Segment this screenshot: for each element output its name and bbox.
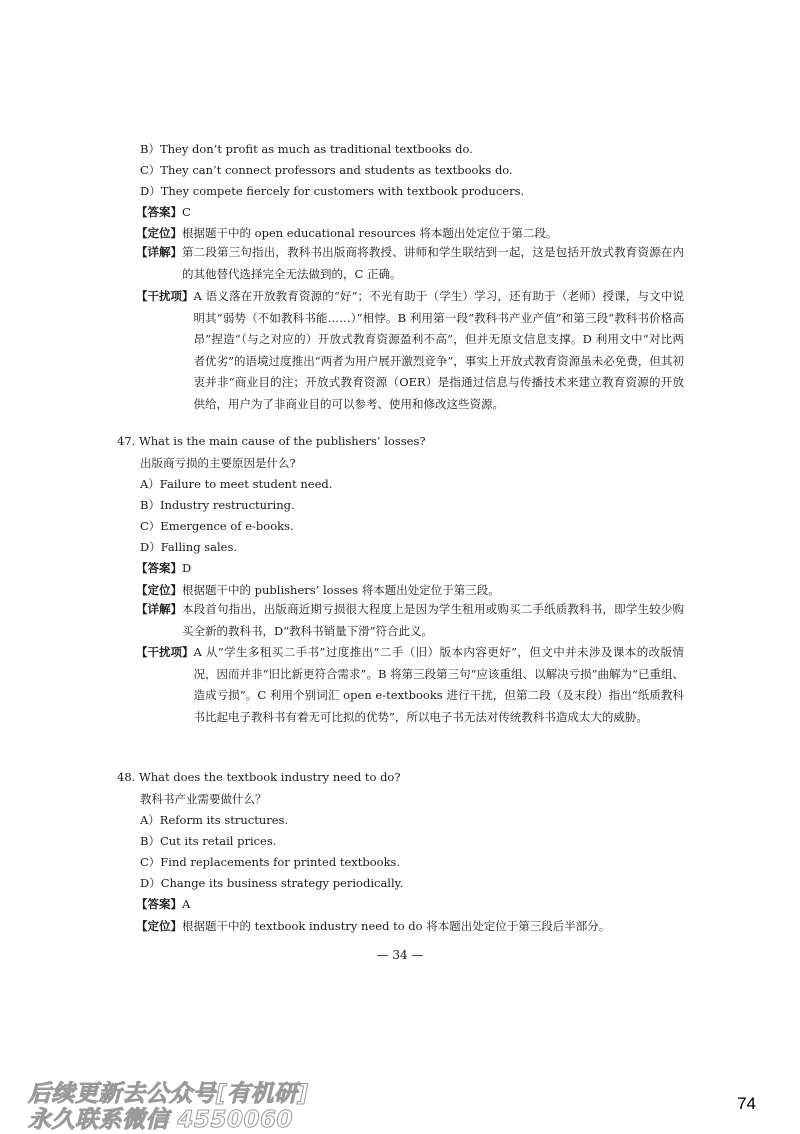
q46-distractors [136,286,684,415]
q47-option-b: B）Industry restructuring. [140,498,295,512]
q46-locate [136,225,557,241]
page-number: — 34 — [376,948,424,962]
distractor-text: A 从“学生多租买二手书”过度推出“二手（旧）版本内容更好”，但文中并未涉及课本的改版情况，因而并非“旧比新更符合需求”。B 将第三段第三句“应该重组、以解决亏损”曲解为“已重组、造成亏损”。C 利用个别词汇 open e-textbooks 进行干扰，但第二段（及末段）指出“纸质教科书比起电子教科书有着无可比拟的优势”，所以电子书无法对传统教科书造成太大的威胁。 [193,645,684,724]
q46-answer [136,204,191,220]
q48-locate [136,918,610,934]
q47-answer [136,560,191,576]
distractor-tag: 【干扰项】 [136,645,194,659]
answer-tag: 【答案】 [136,897,182,911]
distractor-text: A 语义落在开放教育资源的“好”；不光有助于（学生）学习，还有助于（老师）授课，与文中说明其“弱势（不如教科书能……）”相悖。B 利用第一段“教科书产业产值”和第三段“教科书价格高昂”捏造“（与之对应的）开放式教育资源盈利不高”，但并无原文信息支撑。D 利用文中“对比两者优劣”的语境过度推出“两者为用户展开激烈竞争”，事实上开放式教育资源虽未必免费，但其初衷并非“商业目的注；开放式教育资源（OER）是指通过信息与传播技术来建立教育资源的开放供给，用户为了非商业目的可以参考、使用和修改这些资源。 [193,289,684,411]
q47-locate [136,582,500,598]
q47-option-c: C）Emergence of e-books. [140,519,294,533]
locate-text: 根据题干中的 publishers’ losses 将本题出处定位于第三段。 [182,583,500,597]
answer-tag: 【答案】 [136,205,182,219]
q48-answer [136,896,190,912]
answer-tag: 【答案】 [136,561,182,575]
q47-option-d: D）Falling sales. [140,540,238,554]
answer-value: C [182,205,191,219]
answer-value: A [182,897,191,911]
q48-option-c: C）Find replacements for printed textbooks. [140,855,401,869]
q48-option-d: D）Change its business strategy periodically. [140,876,404,890]
q47-question: 47. What is the main cause of the publishers’ losses? [117,434,426,448]
detail-tag: 【详解】 [136,602,182,616]
locate-text: 根据题干中的 textbook industry need to do 将本题出处定位于第三段后半部分。 [182,919,611,933]
q46-option-c: C）They can’t connect professors and students as textbooks do. [140,163,513,177]
detail-text: 本段首句指出，出版商近期亏损很大程度上是因为学生租用或购买二手纸质教科书，即学生较少购买全新的教科书，D“教科书销量下滑”符合此义。 [182,602,684,638]
q48-option-b: B）Cut its retail prices. [140,834,277,848]
q47-option-a: A）Failure to meet student need. [140,477,333,491]
locate-tag: 【定位】 [136,919,182,933]
watermark-line-2: 永久联系微信 4550060 [28,1107,294,1133]
watermark-line-1: 后续更新去公众号[有机研] [28,1081,309,1107]
corner-page-number: 74 [737,1094,756,1113]
locate-text: 根据题干中的 open educational resources 将本题出处定位于第二段。 [182,226,558,240]
q48-option-a: A）Reform its structures. [140,813,289,827]
q48-question: 48. What does the textbook industry need to do? [117,770,401,784]
locate-tag: 【定位】 [136,226,182,240]
q46-option-d: D）They compete fiercely for customers with textbook producers. [140,184,525,198]
q47-distractors [136,642,684,728]
detail-tag: 【详解】 [136,245,182,259]
detail-text: 第二段第三句指出，教科书出版商将教授、讲师和学生联结到一起，这是包括开放式教育资源在内的其他替代选择完全无法做到的，C 正确。 [182,245,684,281]
answer-value: D [182,561,192,575]
q47-question-zh: 出版商亏损的主要原因是什么? [140,456,296,470]
q46-detail [136,242,684,285]
locate-tag: 【定位】 [136,583,182,597]
q46-option-b: B）They don’t profit as much as traditional textbooks do. [140,142,473,156]
q48-question-zh: 教科书产业需要做什么？ [140,792,267,806]
distractor-tag: 【干扰项】 [136,289,194,303]
q47-detail [136,599,684,642]
